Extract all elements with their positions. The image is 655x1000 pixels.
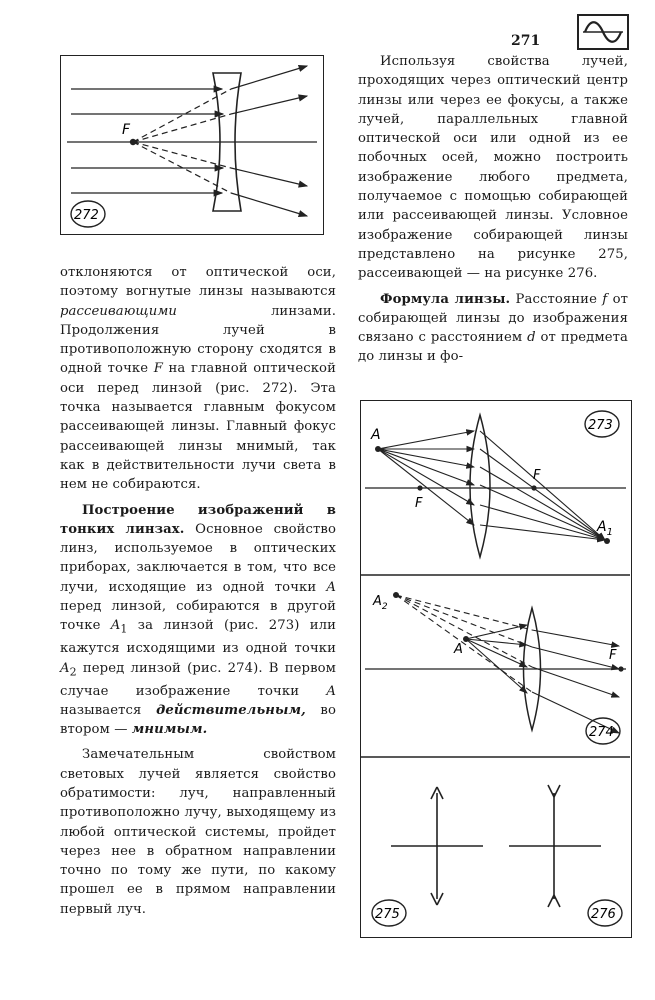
left-column xyxy=(60,263,336,919)
right-column xyxy=(358,52,628,367)
focus-label: F xyxy=(122,122,131,138)
paragraph-diverging-lenses: отклоняются от оптической оси, поэтому вогнутые линзы называются рассеивающими линзами. Продолжения лучей в противоположную сторону сходятся в одной точке F на главной оптической оси перед линзой (рис. 272). Эта точка называется главным фокусом рассеивающей линзы. Главный фокус рассеивающей линзы мнимый, так как в действительности лучи света в нем не собираются. xyxy=(60,265,336,493)
figure-272-diagram xyxy=(61,56,322,233)
formula-heading: Формула линзы. xyxy=(380,291,511,307)
fig274-focus: F xyxy=(609,648,617,663)
wave-icon xyxy=(579,16,627,48)
fig273-label-a1: $A_1$ xyxy=(597,519,613,538)
fig274-number: 274 xyxy=(589,725,614,740)
section-logo xyxy=(577,14,629,50)
fig273-label-a: A xyxy=(371,427,381,443)
paragraph-image-construction: Построение изображений в тонких линзах. Основное свойство линз, используемое в оптических приборах, заключается в том, что все лучи, исходящие из одной точки A перед линзой, собираются в другой точке $A_1$ за линзой (рис. 273) или кажутся исходящими из одной точки $A_2$ перед линзой (рис. 274). В первом случае изображение точки A называется действительным, во втором — мнимым. xyxy=(60,502,337,738)
page-number: 271 xyxy=(511,33,541,49)
paragraph-lens-formula: Формула линзы. Расстояние f от собирающей линзы до изображения связано с расстоянием d от предмета до линзы и фо- xyxy=(358,291,629,365)
fig273-focus-right: F xyxy=(533,468,541,483)
paragraph-construction-method: Используя свойства лучей, проходящих через оптический центр линзы или через ее фокусы, а также лучей, параллельных главной оптической оси или одной из ее побочных осей, можно построить изображение любого предмета, получаемое с помощью собирающей или рассеивающей линзы. Условное изображение собирающей линзы представлено на рисунке 275, рассеивающей — на рисунке 276. xyxy=(358,54,628,282)
figures-273-276-diagram xyxy=(361,401,630,936)
figures-273-276 xyxy=(360,400,632,938)
section-heading: Построение изображений в тонких линзах. xyxy=(60,502,336,537)
figure-272 xyxy=(60,55,324,235)
paragraph-reversibility: Замечательным свойством световых лучей является свойство обратимости: луч, направленный противоположно лучу, выходящему из любой оптической системы, пройдет через нее в обратном направлении точно по тому же пути, по какому прошел ее в прямом направлении первый луч. xyxy=(60,747,336,917)
fig273-focus-left: F xyxy=(415,496,423,511)
figure-label: 272 xyxy=(74,208,99,223)
fig275-number: 275 xyxy=(375,907,400,922)
focus-point xyxy=(130,139,136,145)
fig273-number: 273 xyxy=(588,418,613,433)
fig274-label-a2: $A_2$ xyxy=(373,594,388,612)
fig274-label-a: A xyxy=(454,642,463,657)
fig276-number: 276 xyxy=(591,907,616,922)
